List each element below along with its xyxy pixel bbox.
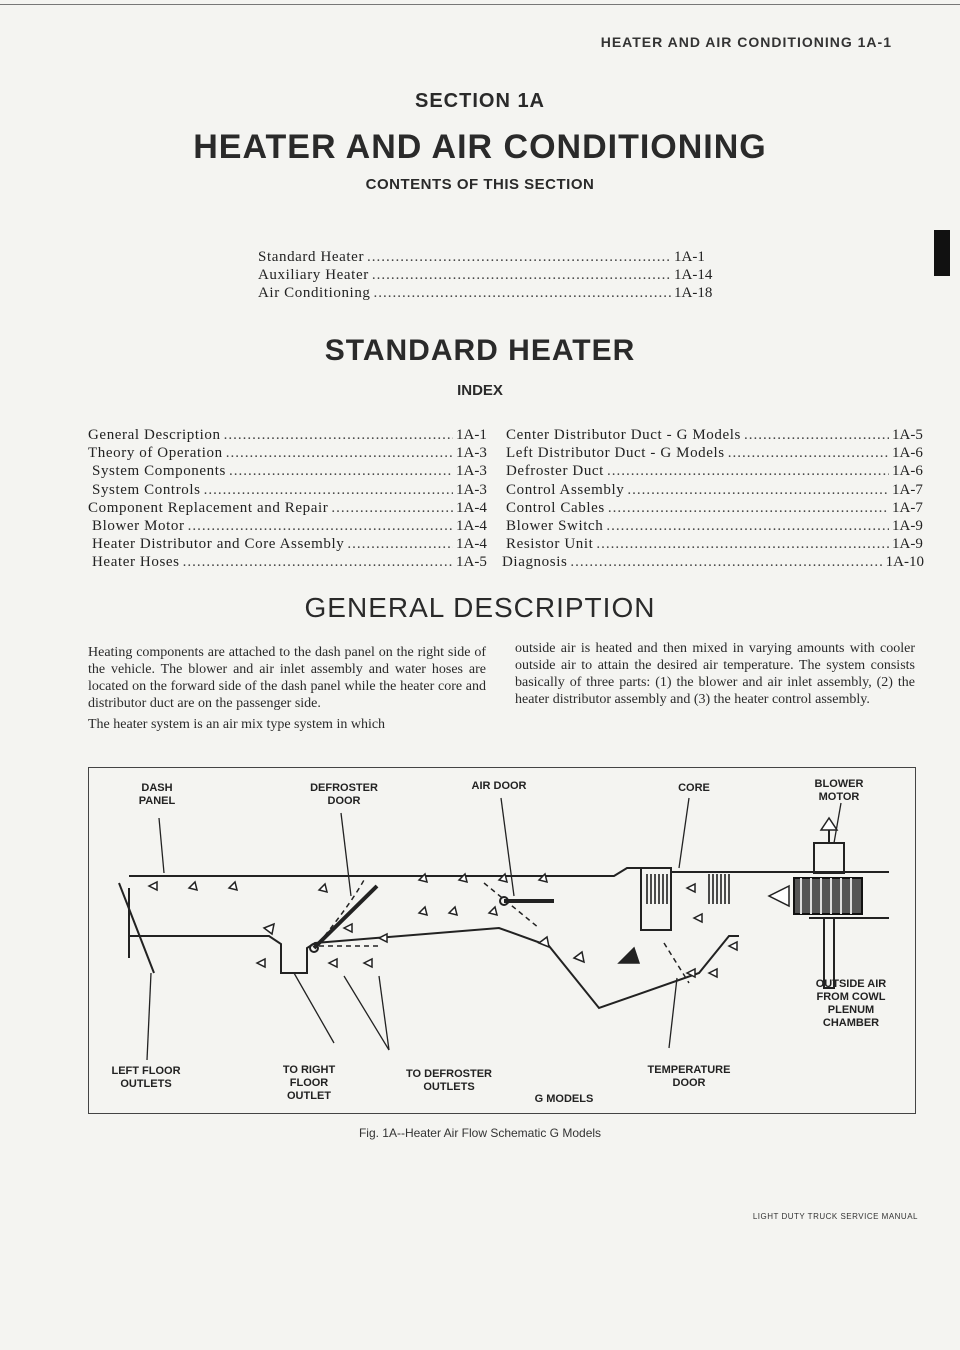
leader-dots xyxy=(606,517,889,535)
contents-entry[interactable] xyxy=(258,266,720,284)
index-entry-page: 1A-1 xyxy=(456,427,487,443)
index-left-column xyxy=(88,426,488,572)
contents-entry-label: Air Conditioning xyxy=(258,285,371,301)
contents-entry-page: 1A-18 xyxy=(674,285,713,301)
heater-airflow-schematic xyxy=(88,767,916,1114)
leader-dots xyxy=(627,481,889,499)
index-entry-label: Heater Hoses xyxy=(92,554,180,571)
contents-heading: CONTENTS OF THIS SECTION xyxy=(365,176,595,193)
index-entry-page: 1A-9 xyxy=(892,518,923,535)
warm-air-arrow xyxy=(619,948,639,963)
index-entry-label: Defroster Duct xyxy=(506,463,604,480)
index-entry-label: Heater Distributor and Core Assembly xyxy=(92,536,345,553)
index-entry-page: 1A-6 xyxy=(892,463,923,480)
index-entry[interactable] xyxy=(502,426,924,444)
contents-entry[interactable] xyxy=(258,284,720,302)
index-entry-label: Control Assembly xyxy=(506,481,625,498)
label-defroster-door: DEFROSTER DOOR xyxy=(310,782,378,807)
index-entry-page: 1A-4 xyxy=(456,499,487,516)
index-entry[interactable] xyxy=(502,535,924,553)
label-left-floor-outlets: LEFT FLOOR OUTLETS xyxy=(111,1065,181,1090)
contents-entry-page: 1A-1 xyxy=(674,249,705,265)
index-entry[interactable] xyxy=(502,517,924,535)
label-right-floor-outlet: TO RIGHT FLOOR OUTLET xyxy=(282,1064,336,1102)
label-air-door: AIR DOOR xyxy=(471,780,527,792)
index-entry[interactable] xyxy=(88,481,488,499)
standard-heater-heading: STANDARD HEATER xyxy=(324,334,636,367)
leader-dots xyxy=(188,517,453,535)
label-defroster-outlets: TO DEFROSTER OUTLETS xyxy=(406,1068,492,1093)
section-contents-list xyxy=(258,248,720,302)
leader-dots xyxy=(224,426,453,444)
leader-dots xyxy=(608,499,889,517)
running-head: HEATER AND AIR CONDITIONING 1A-1 xyxy=(600,34,892,50)
index-entry-page: 1A-7 xyxy=(892,499,923,516)
body-paragraph: The heater system is an air mix type system in which xyxy=(88,717,386,732)
index-entry-page: 1A-4 xyxy=(456,536,487,553)
body-text-right-column xyxy=(515,640,915,708)
leader-dots xyxy=(226,444,453,462)
index-entry-page: 1A-10 xyxy=(885,554,924,571)
index-entry[interactable] xyxy=(502,444,924,462)
section-label: SECTION 1A xyxy=(414,90,546,112)
index-entry[interactable] xyxy=(502,462,924,480)
index-entry-label: System Components xyxy=(92,463,226,480)
index-entry[interactable] xyxy=(502,499,924,517)
duct-bottom-wall xyxy=(129,928,739,1008)
figure-caption: Fig. 1A--Heater Air Flow Schematic G Models xyxy=(358,1126,602,1140)
index-entry-label: Blower Motor xyxy=(92,518,185,535)
index-entry-page: 1A-6 xyxy=(892,445,923,462)
index-entry-page: 1A-3 xyxy=(456,445,487,462)
top-rule xyxy=(0,4,960,5)
leader-dots xyxy=(374,284,671,302)
contents-entry-page: 1A-14 xyxy=(674,267,713,283)
leader-dots xyxy=(570,553,882,571)
leader-dots xyxy=(744,426,889,444)
index-entry-label: Center Distributor Duct - G Models xyxy=(506,427,741,443)
schematic-drawing xyxy=(89,768,915,1113)
index-entry-label: Theory of Operation xyxy=(88,445,223,462)
leader-dots xyxy=(372,266,671,284)
index-entry[interactable] xyxy=(88,535,488,553)
leader-dots xyxy=(204,481,453,499)
label-g-models: G MODELS xyxy=(534,1093,594,1105)
contents-entry[interactable] xyxy=(258,248,720,266)
label-blower-motor: BLOWER MOTOR xyxy=(814,778,864,803)
index-entry-label: Resistor Unit xyxy=(506,536,594,553)
index-entry-page: 1A-3 xyxy=(456,463,487,480)
airflow-arrows xyxy=(149,818,837,977)
index-entry-page: 1A-5 xyxy=(456,554,487,571)
left-floor-outlet-wall xyxy=(119,883,154,973)
index-entry[interactable] xyxy=(88,462,488,480)
contents-entry-label: Auxiliary Heater xyxy=(258,267,369,283)
leader-dots xyxy=(183,553,453,571)
leader-dots xyxy=(728,444,889,462)
index-entry-label: Left Distributor Duct - G Models xyxy=(506,445,725,462)
index-right-column xyxy=(502,426,924,572)
index-entry[interactable] xyxy=(502,481,924,499)
body-paragraph: outside air is heated and then mixed in varying amounts with cooler outside air to attain the desired air temperature. The system consists basically of three parts: (1) the blower and air inlet assembly, (2) the heater distributor assembly and (3) the heater control assembly. xyxy=(515,641,915,707)
air-door-swing xyxy=(484,883,539,928)
general-description-heading: GENERAL DESCRIPTION xyxy=(304,592,656,623)
index-entry[interactable] xyxy=(88,499,488,517)
index-heading: INDEX xyxy=(457,382,503,399)
duct-top-wall xyxy=(129,868,641,876)
leader-dots xyxy=(331,499,453,517)
index-entry-page: 1A-5 xyxy=(892,427,923,443)
index-entry-label: Diagnosis xyxy=(502,554,568,571)
leader-dots xyxy=(607,462,889,480)
blower-wheel xyxy=(794,878,862,914)
blower-motor-body xyxy=(814,843,844,873)
index-entry[interactable] xyxy=(88,444,488,462)
index-entry-label: Component Replacement and Repair xyxy=(88,499,329,516)
leader-dots xyxy=(347,535,453,553)
index-entry-page: 1A-3 xyxy=(456,481,487,498)
index-entry-page: 1A-9 xyxy=(892,536,923,553)
index-entry[interactable] xyxy=(88,553,488,571)
index-entry[interactable] xyxy=(88,517,488,535)
label-core: CORE xyxy=(678,782,710,794)
label-temperature-door: TEMPERATURE DOOR xyxy=(647,1064,731,1089)
index-entry-label: System Controls xyxy=(92,481,201,498)
page-footer: LIGHT DUTY TRUCK SERVICE MANUAL xyxy=(752,1212,918,1221)
index-entry-page: 1A-7 xyxy=(892,481,923,498)
index-entry-label: General Description xyxy=(88,427,221,443)
index-entry-label: Control Cables xyxy=(506,499,605,516)
index-entry[interactable] xyxy=(88,426,488,444)
blower-inlet-arrow xyxy=(821,818,837,830)
temperature-door-swing xyxy=(664,943,689,983)
body-paragraph: Heating components are attached to the dash panel on the right side of the vehicle. The blower and air inlet assembly and water hoses are located on the forward side of the dash panel while the heater core and distributor duct are on the passenger side. xyxy=(88,645,486,711)
index-entry-page: 1A-4 xyxy=(456,518,487,535)
index-entry[interactable] xyxy=(502,553,924,571)
contents-entry-label: Standard Heater xyxy=(258,249,365,265)
index-entry-label: Blower Switch xyxy=(506,518,604,535)
leader-dots xyxy=(596,535,889,553)
leader-dots xyxy=(367,248,671,266)
blower-outlet-arrow xyxy=(769,886,789,906)
body-text-left-column xyxy=(88,644,486,737)
leader-dots xyxy=(229,462,453,480)
label-dash-panel: DASH PANEL xyxy=(138,782,176,807)
label-outside-air: OUTSIDE AIR FROM COWL PLENUM CHAMBER xyxy=(815,978,887,1029)
section-tab-marker xyxy=(934,230,950,276)
page-title: HEATER AND AIR CONDITIONING xyxy=(193,128,767,166)
